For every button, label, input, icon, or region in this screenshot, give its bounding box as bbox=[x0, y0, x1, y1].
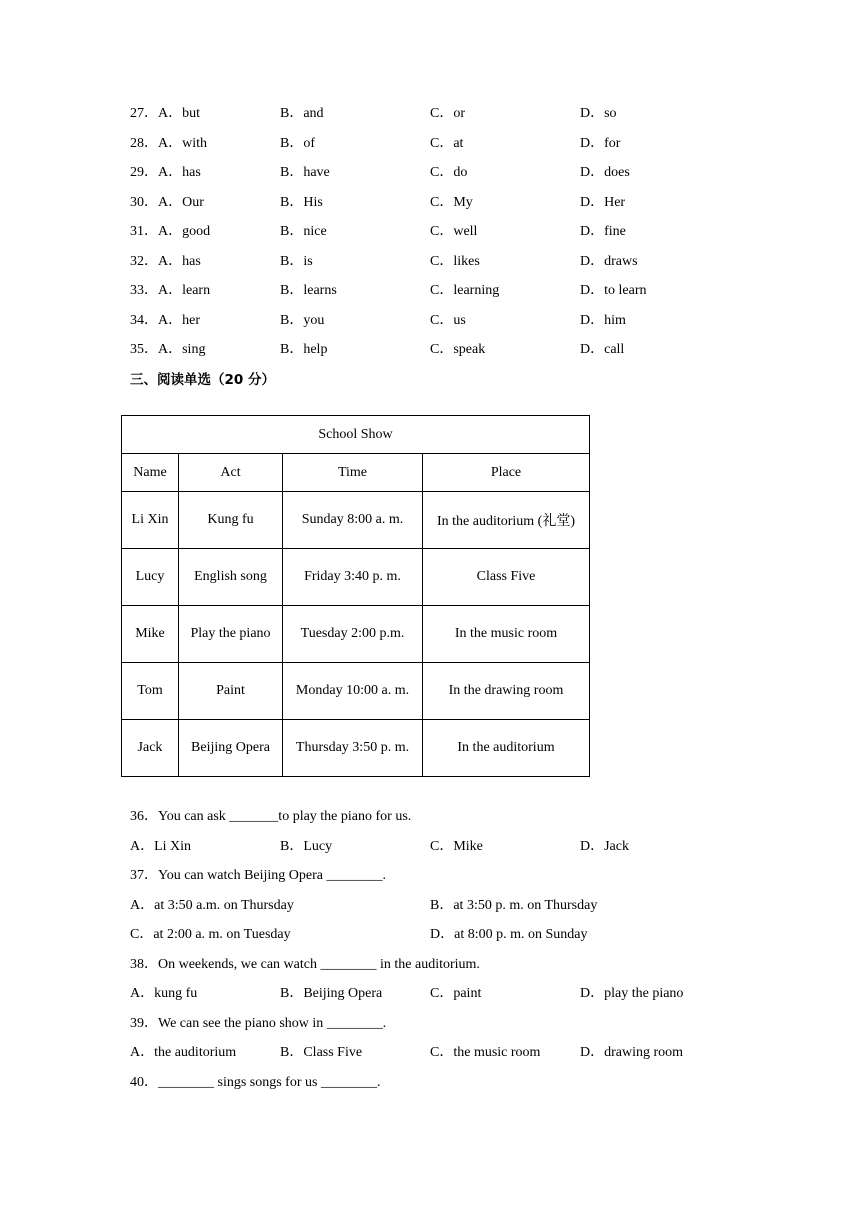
option-a bbox=[130, 134, 207, 154]
option-d: D．draws bbox=[580, 253, 638, 269]
cell-act: Paint bbox=[179, 663, 283, 720]
option-a-text: A．Our bbox=[158, 194, 204, 210]
table-row bbox=[122, 663, 590, 720]
option-a: A．the auditorium bbox=[130, 1045, 237, 1060]
question-number: 29． bbox=[130, 165, 158, 180]
option-a: A．kung fu bbox=[130, 986, 198, 1001]
option-c: C．Mike bbox=[430, 838, 483, 854]
option-a bbox=[130, 340, 205, 360]
header-place: Place bbox=[423, 454, 590, 492]
question-number: 33． bbox=[130, 283, 158, 298]
question-number: 30． bbox=[130, 194, 158, 210]
option-c: C．learning bbox=[430, 283, 500, 298]
option-b: B．is bbox=[280, 253, 313, 269]
option-a bbox=[130, 104, 200, 124]
option-d: D．to learn bbox=[580, 283, 647, 298]
option-a-text: A．sing bbox=[158, 342, 206, 357]
cell-time: Sunday 8:00 a. m. bbox=[283, 492, 423, 549]
option-c: C．paint bbox=[430, 986, 482, 1001]
option-c: C．or bbox=[430, 106, 465, 121]
option-a: A．at 3:50 a.m. on Thursday bbox=[130, 897, 294, 913]
option-b: B．have bbox=[280, 165, 330, 180]
header-act: Act bbox=[179, 454, 283, 492]
question-number: 34． bbox=[130, 312, 158, 328]
option-c: C．well bbox=[430, 224, 478, 239]
option-d: D．Jack bbox=[580, 838, 629, 854]
option-a bbox=[130, 193, 204, 213]
option-b: B．of bbox=[280, 135, 315, 151]
option-b: B．Beijing Opera bbox=[280, 986, 383, 1001]
question-number: 31． bbox=[130, 224, 158, 239]
option-a-text: A．good bbox=[158, 224, 211, 239]
option-d: D．play the piano bbox=[580, 986, 684, 1001]
option-d: D．for bbox=[580, 135, 621, 151]
table-row bbox=[122, 492, 590, 549]
option-a bbox=[130, 163, 201, 183]
cell-place: In the auditorium bbox=[423, 720, 590, 777]
option-a-text: A．but bbox=[158, 106, 200, 121]
option-a: A．Li Xin bbox=[130, 838, 192, 854]
question-number: 28． bbox=[130, 135, 158, 151]
cell-time: Thursday 3:50 p. m. bbox=[283, 720, 423, 777]
cell-place: Class Five bbox=[423, 549, 590, 606]
section-heading: 三、阅读单选（20 分） bbox=[130, 372, 275, 388]
question-number: 35． bbox=[130, 342, 158, 357]
option-b: B．at 3:50 p. m. on Thursday bbox=[430, 897, 598, 913]
cell-time: Tuesday 2:00 p.m. bbox=[283, 606, 423, 663]
option-c: C．do bbox=[430, 165, 468, 180]
question-40-stem: 40．________ sings songs for us ________. bbox=[130, 1074, 381, 1090]
cell-name: Li Xin bbox=[122, 492, 179, 549]
cell-place: In the music room bbox=[423, 606, 590, 663]
option-a bbox=[130, 311, 200, 331]
option-d: D．fine bbox=[580, 224, 626, 239]
cell-act: Kung fu bbox=[179, 492, 283, 549]
header-time: Time bbox=[283, 454, 423, 492]
table-row bbox=[122, 606, 590, 663]
option-b: B．Class Five bbox=[280, 1045, 363, 1060]
question-36-stem: 36．You can ask _______to play the piano for us. bbox=[130, 809, 412, 824]
option-d: D．him bbox=[580, 312, 626, 328]
cell-time: Monday 10:00 a. m. bbox=[283, 663, 423, 720]
question-number: 32． bbox=[130, 253, 158, 269]
option-a-text: A．has bbox=[158, 165, 201, 180]
cell-name: Mike bbox=[122, 606, 179, 663]
option-c: C．at 2:00 a. m. on Tuesday bbox=[130, 927, 291, 942]
option-c: C．speak bbox=[430, 342, 486, 357]
cell-act: Beijing Opera bbox=[179, 720, 283, 777]
option-c: C．the music room bbox=[430, 1045, 541, 1060]
option-d: D．drawing room bbox=[580, 1045, 684, 1060]
school-show-table bbox=[121, 415, 590, 777]
option-d: D．does bbox=[580, 165, 630, 180]
option-a-text: A．learn bbox=[158, 283, 211, 298]
option-a bbox=[130, 222, 210, 242]
option-b: B．learns bbox=[280, 283, 337, 298]
cell-name: Lucy bbox=[122, 549, 179, 606]
table-header-row bbox=[122, 454, 590, 492]
table-title: School Show bbox=[122, 416, 590, 454]
option-b: B．help bbox=[280, 342, 328, 357]
cell-place: In the drawing room bbox=[423, 663, 590, 720]
cell-act: English song bbox=[179, 549, 283, 606]
option-b: B．nice bbox=[280, 224, 327, 239]
option-a bbox=[130, 252, 201, 272]
option-d: D．call bbox=[580, 342, 625, 357]
option-a-text: A．with bbox=[158, 135, 207, 151]
header-name: Name bbox=[122, 454, 179, 492]
cell-name: Tom bbox=[122, 663, 179, 720]
option-b: B．Lucy bbox=[280, 838, 333, 854]
question-37-stem: 37．You can watch Beijing Opera ________. bbox=[130, 868, 386, 883]
option-a-text: A．her bbox=[158, 312, 200, 328]
option-d: D．so bbox=[580, 106, 617, 121]
option-c: C．at bbox=[430, 135, 464, 151]
option-b: B．His bbox=[280, 194, 323, 210]
option-d: D．at 8:00 p. m. on Sunday bbox=[430, 927, 588, 942]
cell-time: Friday 3:40 p. m. bbox=[283, 549, 423, 606]
table-row bbox=[122, 720, 590, 777]
table-title-row bbox=[122, 416, 590, 454]
option-b: B．and bbox=[280, 106, 324, 121]
cell-place: In the auditorium (礼堂) bbox=[423, 492, 590, 549]
option-c: C．likes bbox=[430, 253, 480, 269]
cell-name: Jack bbox=[122, 720, 179, 777]
table-row bbox=[122, 549, 590, 606]
question-number: 27． bbox=[130, 106, 158, 121]
option-d: D．Her bbox=[580, 194, 626, 210]
question-38-stem: 38．On weekends, we can watch ________ in the auditorium. bbox=[130, 956, 480, 972]
option-c: C．My bbox=[430, 194, 473, 210]
option-a-text: A．has bbox=[158, 253, 201, 269]
cell-act: Play the piano bbox=[179, 606, 283, 663]
question-39-stem: 39．We can see the piano show in ________. bbox=[130, 1015, 387, 1031]
option-c: C．us bbox=[430, 312, 466, 328]
option-b: B．you bbox=[280, 312, 325, 328]
option-a bbox=[130, 281, 210, 301]
